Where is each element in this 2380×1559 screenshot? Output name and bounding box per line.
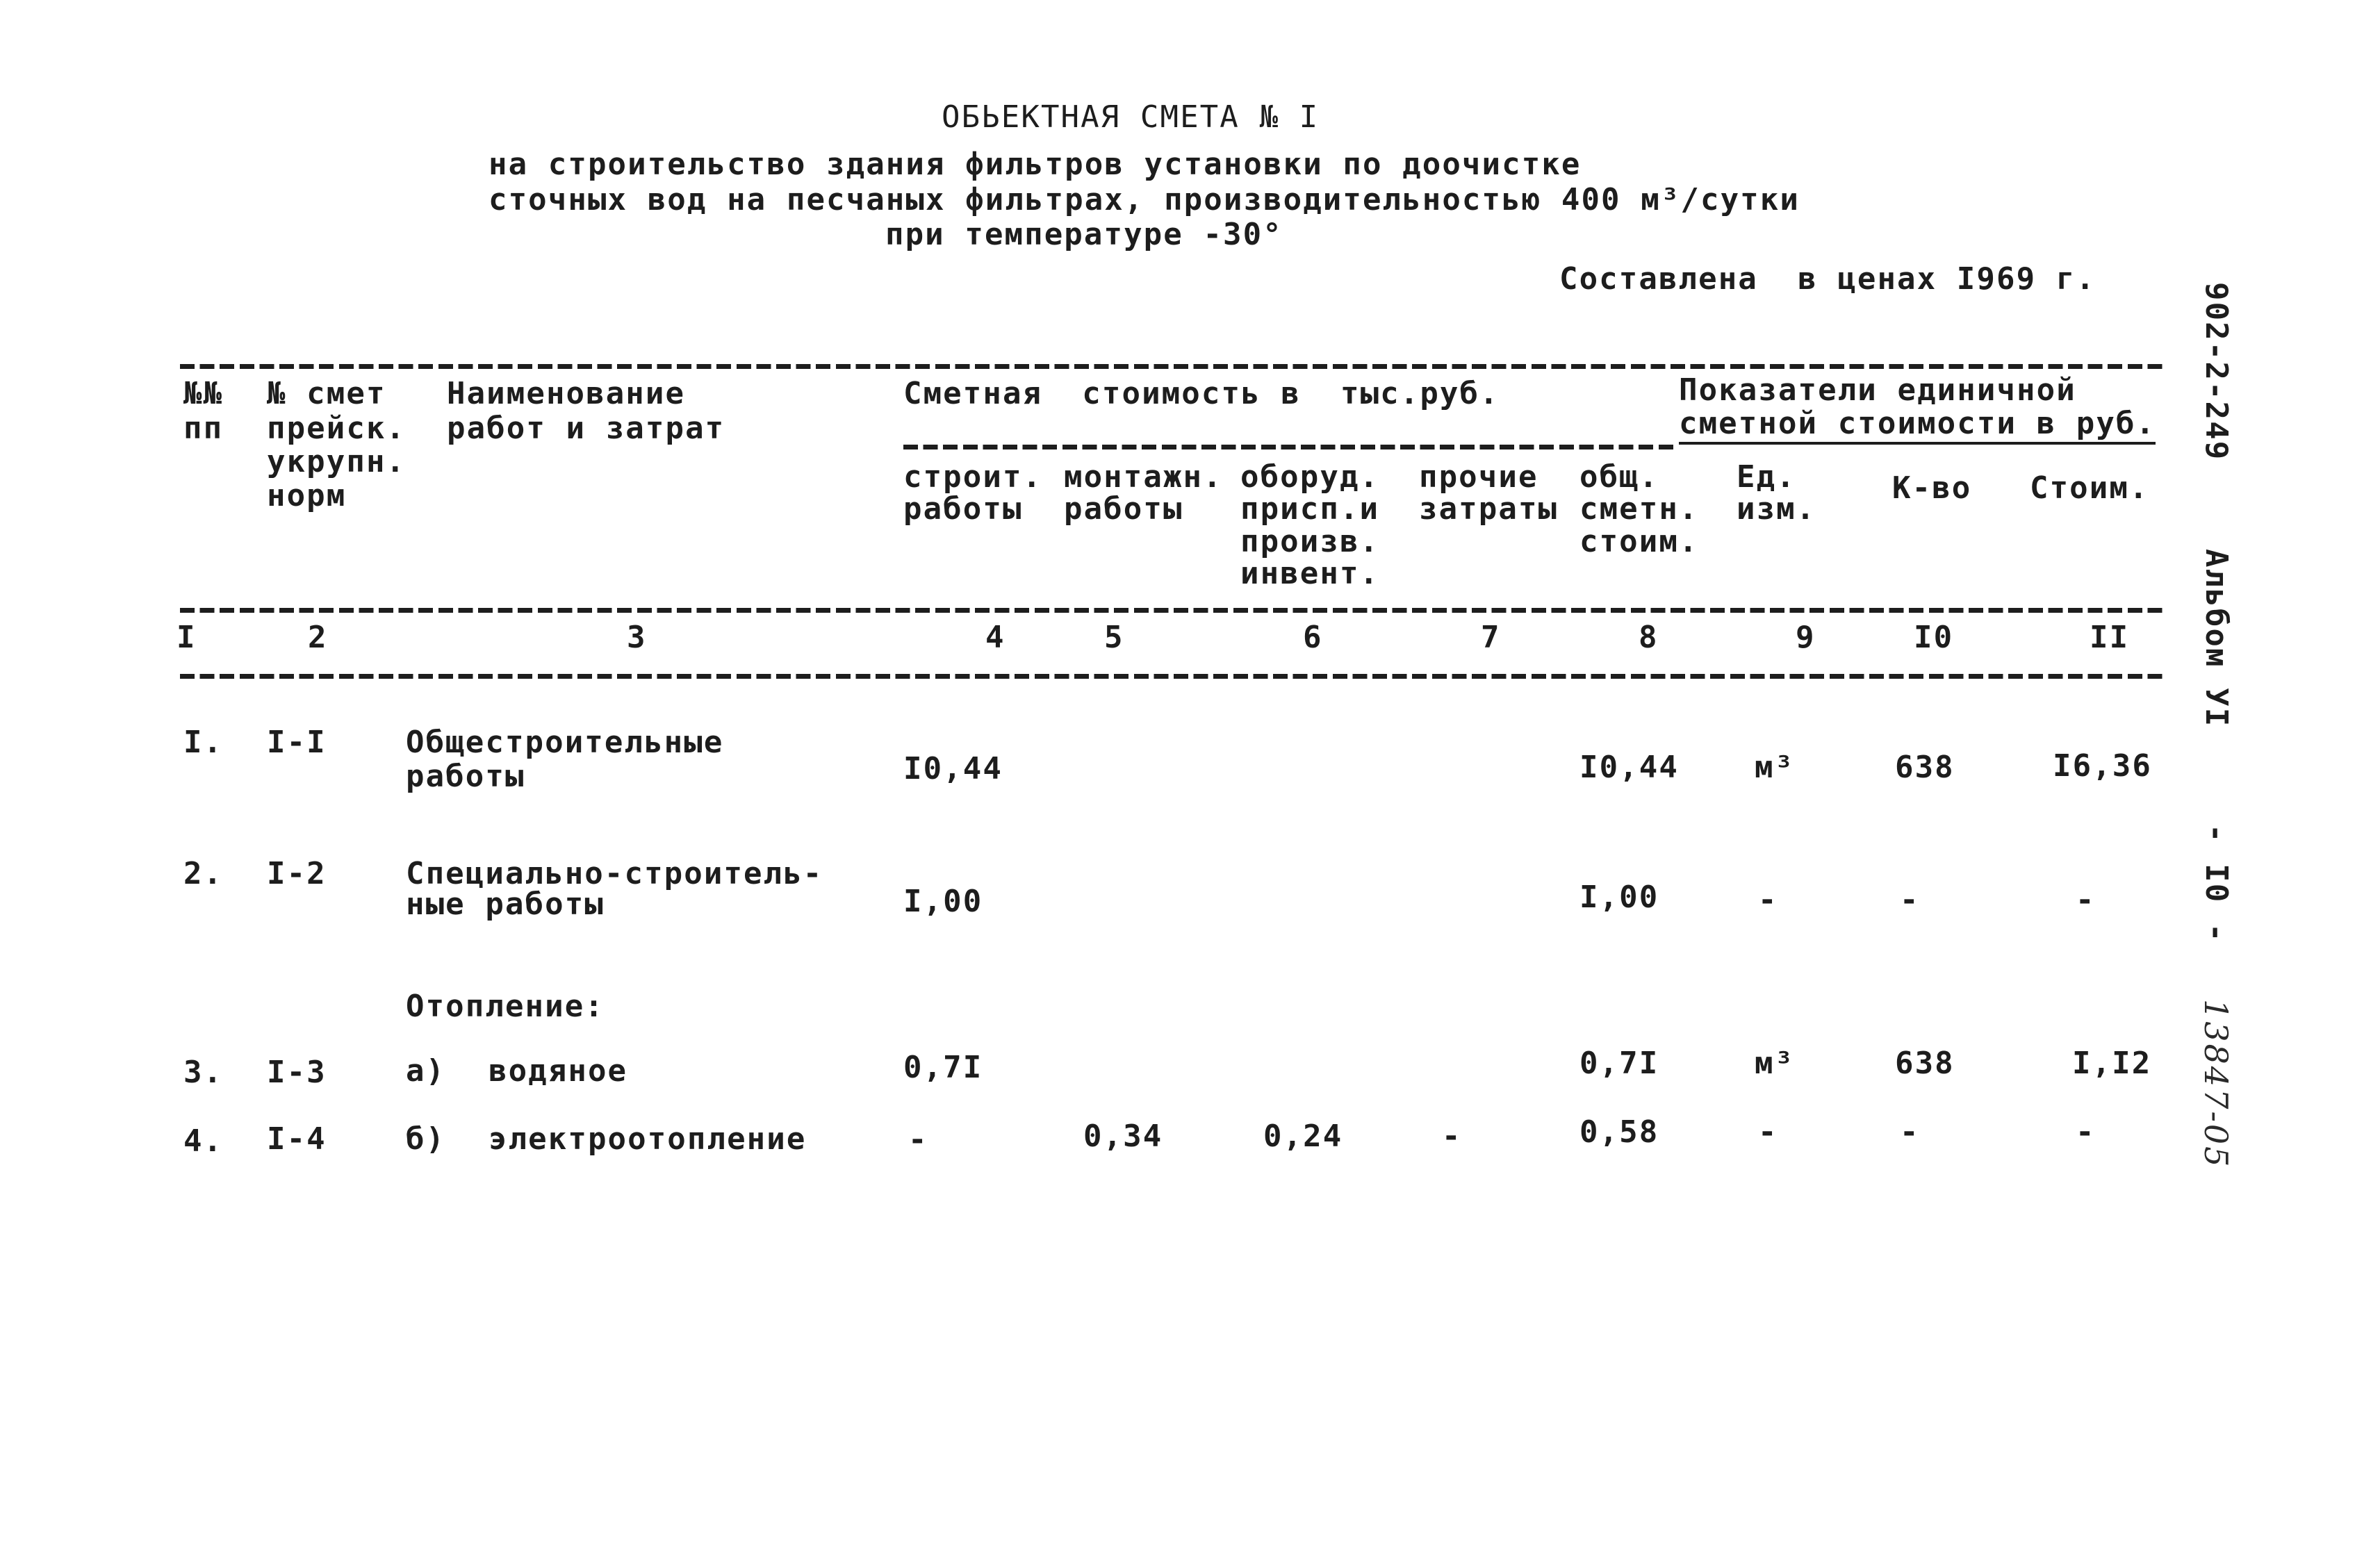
row-name: работы bbox=[406, 759, 525, 794]
row-installation: 0,34 bbox=[1083, 1119, 1163, 1154]
row-name: Специально-строитель- bbox=[406, 856, 823, 891]
row-quantity: 638 bbox=[1895, 1046, 1955, 1081]
row-construction: 0,7I bbox=[903, 1050, 983, 1085]
header-norm-no: норм bbox=[267, 478, 347, 513]
unit-group-underline bbox=[1679, 442, 2156, 445]
row-unit-cost: - bbox=[2076, 1114, 2096, 1150]
header-equipment: инвент. bbox=[1240, 556, 1380, 591]
subtitle-line: на строительство здания фильтров установки по доочистке bbox=[489, 147, 1582, 182]
row-letter: б) bbox=[406, 1121, 446, 1157]
header-unit-group: сметной стоимости в руб. bbox=[1679, 406, 2156, 441]
row-other: - bbox=[1442, 1119, 1462, 1154]
header-total: общ. bbox=[1579, 459, 1659, 495]
header-construction: работы bbox=[903, 491, 1023, 527]
header-norm-no: прейск. bbox=[267, 411, 407, 446]
row-quantity: - bbox=[1900, 1114, 1920, 1150]
row-quantity: 638 bbox=[1895, 750, 1955, 785]
header-norm-no: № смет bbox=[267, 376, 386, 411]
row-construction: I0,44 bbox=[903, 751, 1003, 786]
column-number: 6 bbox=[1303, 620, 1323, 655]
table-rule-header-bottom bbox=[180, 608, 2164, 613]
header-unit: Ед. bbox=[1737, 459, 1796, 495]
row-total: I,00 bbox=[1579, 880, 1659, 915]
row-unit-cost: I,I2 bbox=[2072, 1046, 2152, 1081]
column-number: 9 bbox=[1796, 620, 1816, 655]
header-unit-cost: Стоим. bbox=[2030, 470, 2149, 506]
row-name: электроотопление bbox=[489, 1121, 807, 1157]
column-number: II bbox=[2090, 620, 2130, 655]
row-unit: м³ bbox=[1755, 750, 1795, 785]
header-equipment: оборуд. bbox=[1240, 459, 1380, 495]
header-item-no: №№ bbox=[183, 376, 224, 411]
row-norm: I-3 bbox=[267, 1055, 327, 1090]
row-unit-cost: - bbox=[2076, 882, 2096, 918]
table-rule-cost-group bbox=[903, 445, 1675, 449]
row-letter: а) bbox=[406, 1053, 446, 1089]
header-equipment: присп.и bbox=[1240, 491, 1380, 527]
header-total: стоим. bbox=[1579, 524, 1699, 559]
project-code: 902-2-249 bbox=[2199, 282, 2234, 461]
row-norm: I-I bbox=[267, 725, 327, 760]
row-number: 2. bbox=[183, 856, 224, 891]
column-number: 7 bbox=[1481, 620, 1501, 655]
row-construction: I,00 bbox=[903, 884, 983, 919]
header-work-name: Наименование bbox=[447, 376, 686, 411]
header-unit-group: Показатели единичной bbox=[1679, 372, 2076, 408]
row-name: водяное bbox=[489, 1053, 628, 1089]
row-number: 4. bbox=[183, 1123, 224, 1159]
header-installation: монтажн. bbox=[1064, 459, 1223, 495]
header-item-no: пп bbox=[183, 411, 224, 446]
header-unit: изм. bbox=[1737, 491, 1816, 527]
column-number: I bbox=[177, 620, 197, 655]
column-number: I0 bbox=[1914, 620, 1954, 655]
row-total: I0,44 bbox=[1579, 750, 1679, 785]
row-unit-cost: I6,36 bbox=[2053, 748, 2152, 784]
column-number: 3 bbox=[627, 620, 647, 655]
header-quantity: К-во bbox=[1892, 470, 1972, 506]
column-number: 4 bbox=[985, 620, 1006, 655]
row-construction: - bbox=[908, 1122, 928, 1157]
row-name: ные работы bbox=[406, 886, 605, 922]
header-equipment: произв. bbox=[1240, 524, 1380, 559]
header-norm-no: укрупн. bbox=[267, 444, 407, 479]
column-number: 2 bbox=[308, 620, 328, 655]
row-equipment: 0,24 bbox=[1263, 1119, 1343, 1154]
header-installation: работы bbox=[1064, 491, 1183, 527]
price-basis: Составлена в ценах I969 г. bbox=[1559, 261, 2096, 297]
row-norm: I-2 bbox=[267, 856, 327, 891]
header-work-name: работ и затрат bbox=[447, 411, 725, 446]
row-unit: - bbox=[1758, 882, 1778, 918]
row-total: 0,58 bbox=[1579, 1114, 1659, 1150]
section-heading-heating: Отопление: bbox=[406, 989, 605, 1024]
album-label: Альбом УI bbox=[2199, 549, 2234, 728]
column-number: 5 bbox=[1104, 620, 1124, 655]
subtitle-line: сточных вод на песчаных фильтрах, производительностью 400 м³/сутки bbox=[489, 182, 1800, 217]
header-total: сметн. bbox=[1579, 491, 1699, 527]
row-name: Общестроительные bbox=[406, 725, 724, 760]
row-unit: м³ bbox=[1755, 1046, 1795, 1081]
row-number: I. bbox=[183, 725, 224, 760]
subtitle-line: при температуре -30° bbox=[885, 217, 1283, 252]
row-number: 3. bbox=[183, 1055, 224, 1090]
header-construction: строит. bbox=[903, 459, 1043, 495]
document-title: ОБЬЕКТНАЯ СМЕТА № I bbox=[942, 99, 1320, 135]
table-rule-numbers-bottom bbox=[180, 674, 2164, 679]
page-number: - I0 - bbox=[2199, 824, 2234, 943]
header-other: прочие bbox=[1419, 459, 1538, 495]
row-unit: - bbox=[1758, 1114, 1778, 1150]
column-number: 8 bbox=[1639, 620, 1659, 655]
row-total: 0,7I bbox=[1579, 1046, 1659, 1081]
table-rule-top bbox=[180, 364, 2164, 369]
header-other: затраты bbox=[1419, 491, 1559, 527]
header-cost-group: Сметная стоимость в тыс.руб. bbox=[903, 376, 1500, 411]
row-norm: I-4 bbox=[267, 1121, 327, 1157]
row-quantity: - bbox=[1900, 882, 1920, 918]
handwritten-code: 13847-05 bbox=[2197, 999, 2235, 1169]
